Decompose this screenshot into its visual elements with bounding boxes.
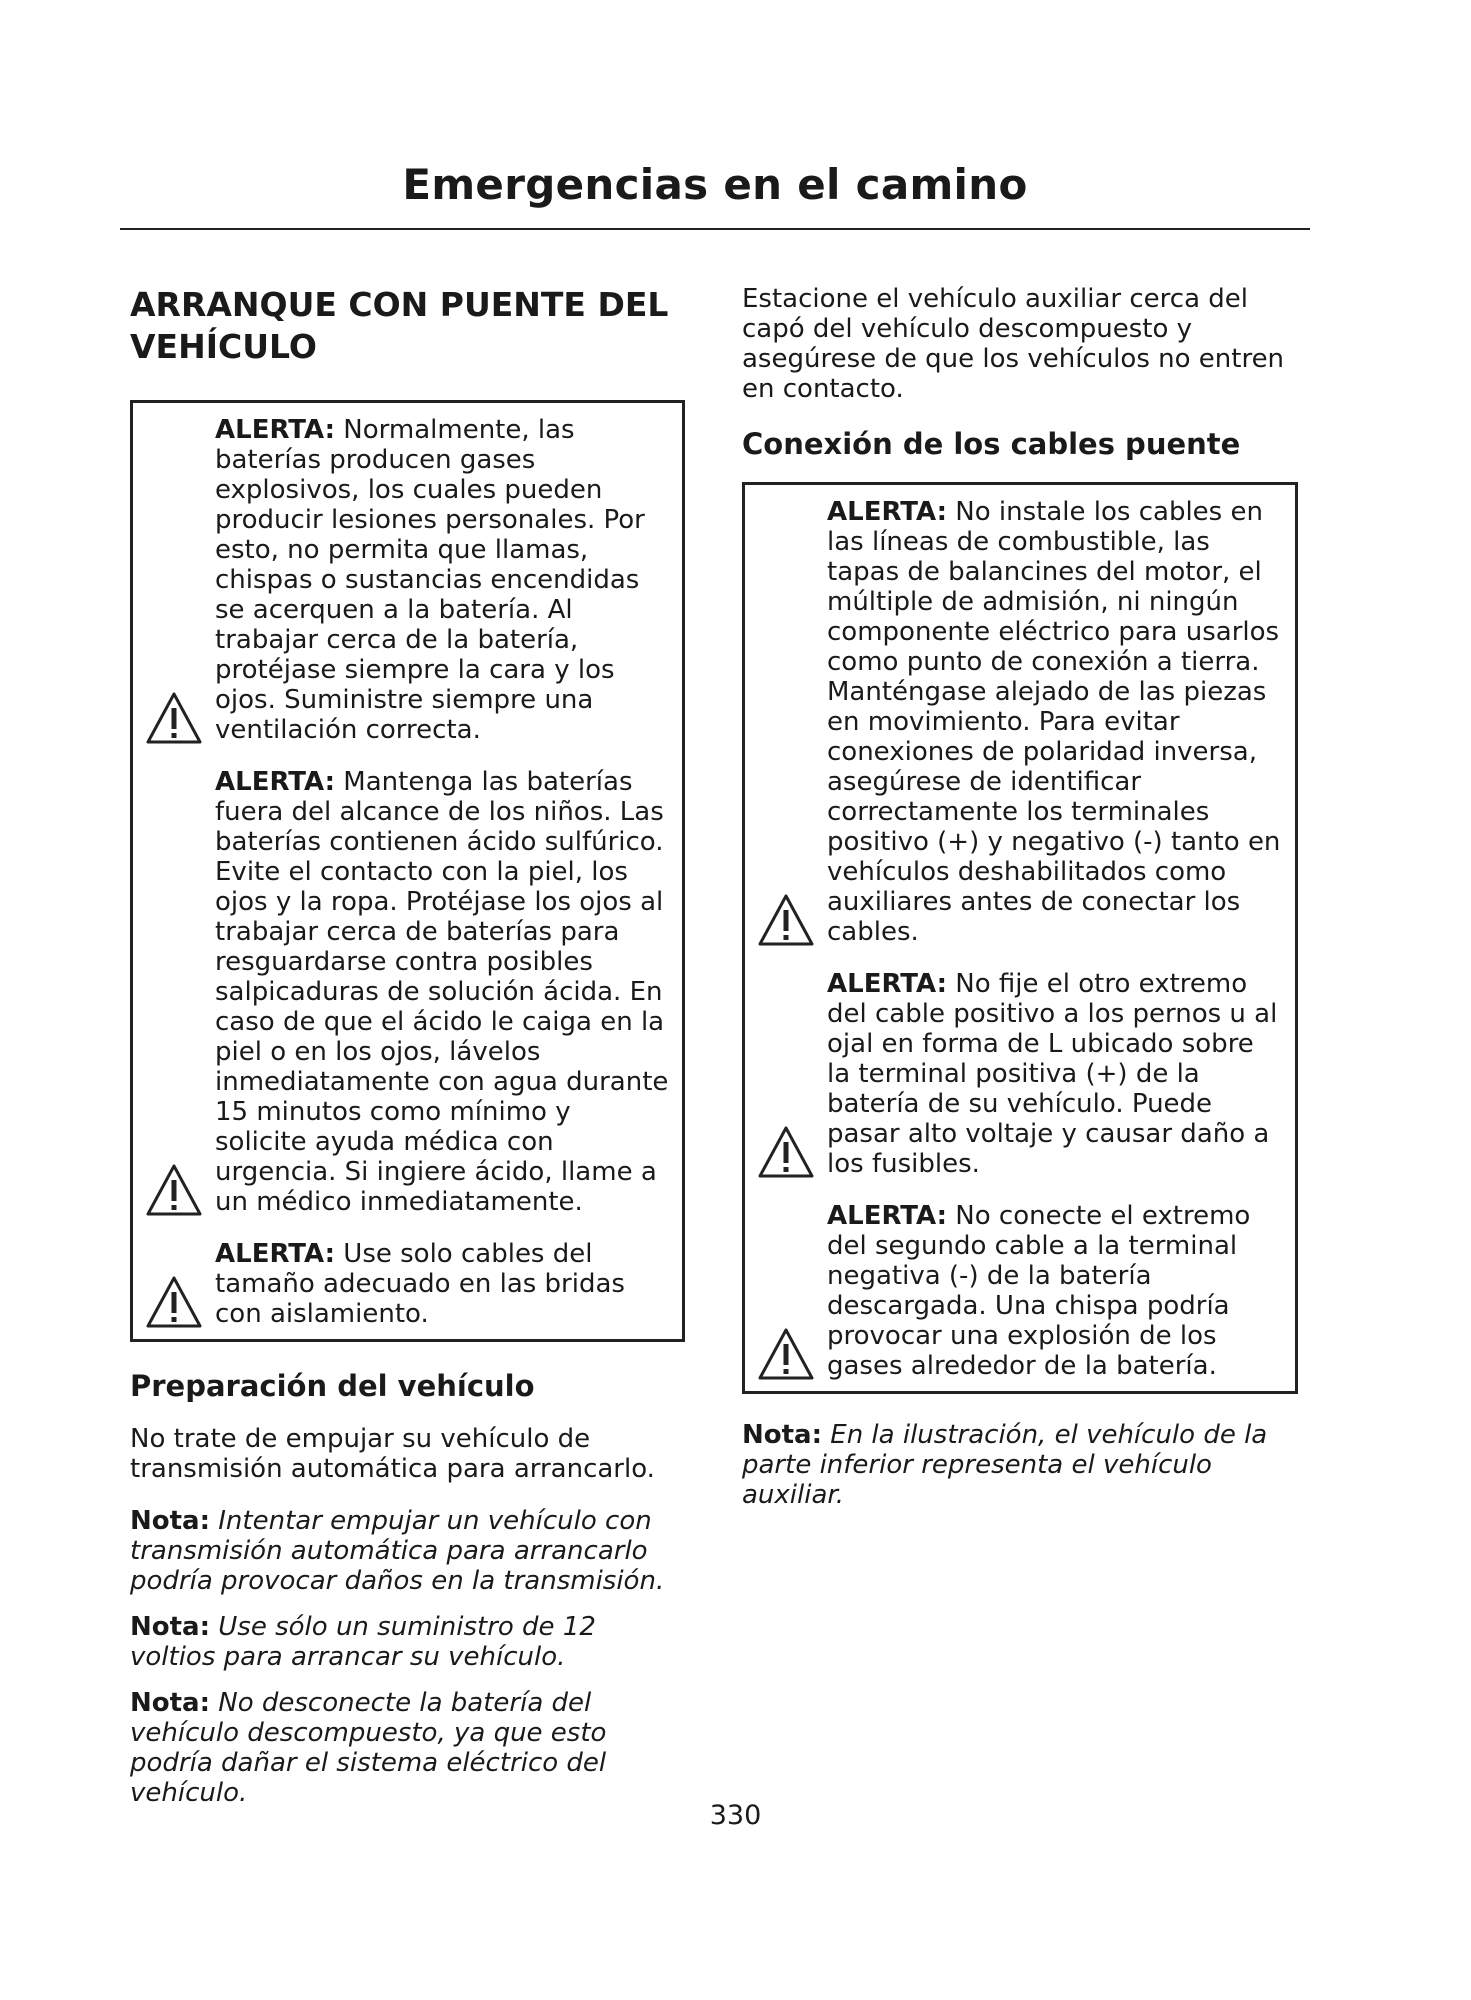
note-text: Use sólo un suministro de 12 voltios para arrancar su vehículo. bbox=[130, 1612, 596, 1672]
alert-item bbox=[145, 415, 670, 745]
note bbox=[742, 1420, 1298, 1510]
left-column bbox=[130, 284, 685, 1824]
body-paragraph: No trate de empujar su vehículo de transmisión automática para arrancarlo. bbox=[130, 1424, 655, 1484]
note-text: Intentar empujar un vehículo con transmisión automática para arrancarlo podría provocar daños en la transmisión. bbox=[130, 1506, 665, 1596]
alert-label: ALERTA: bbox=[215, 767, 336, 797]
warning-triangle-icon bbox=[145, 1163, 203, 1217]
alert-box-right bbox=[742, 482, 1298, 1394]
alert-item bbox=[757, 497, 1283, 947]
subsection-title: Conexión de los cables puente bbox=[742, 427, 1241, 461]
note-label: Nota: bbox=[130, 1688, 210, 1718]
warning-triangle-icon bbox=[757, 893, 815, 947]
alert-item bbox=[145, 1239, 670, 1329]
warning-triangle-icon bbox=[145, 1275, 203, 1329]
note-text: No desconecte la batería del vehículo descompuesto, ya que esto podría dañar el sistema eléctrico del vehículo. bbox=[130, 1688, 607, 1808]
note-label: Nota: bbox=[130, 1506, 210, 1536]
page-title: Emergencias en el camino bbox=[402, 160, 1028, 209]
alert-box-left bbox=[130, 400, 685, 1342]
alert-label: ALERTA: bbox=[827, 969, 948, 999]
note-text: En la ilustración, el vehículo de la parte inferior representa el vehículo auxiliar. bbox=[742, 1420, 1268, 1510]
header-divider bbox=[120, 228, 1310, 230]
alert-item bbox=[757, 969, 1283, 1179]
alert-text: Mantenga las baterías fuera del alcance de los niños. Las baterías contienen ácido sulfúrico. Evite el contacto con la piel, los ojos y la ropa. Protéjase los ojos al trabajar cerca de baterías para resguardarse contra posibles salpicaduras de solución ácida. En caso de que el ácido le caiga en la piel o en los ojos, lávelos inmediatamente con agua durante 15 minutos como mínimo y solicite ayuda médica con urgencia. Si ingiere ácido, llame a un médico inmediatamente. bbox=[215, 767, 669, 1217]
warning-triangle-icon bbox=[145, 691, 203, 745]
warning-triangle-icon bbox=[757, 1125, 815, 1179]
right-column bbox=[742, 284, 1298, 1526]
alert-item bbox=[757, 1201, 1283, 1381]
alert-text: Normalmente, las baterías producen gases explosivos, los cuales pueden producir lesiones personales. Por esto, no permita que llamas, chispas o sustancias encendidas se acerquen a la batería. Al trabajar cerca de la batería, protéjase siempre la cara y los ojos. Suministre siempre una ventilación correcta. bbox=[215, 415, 645, 745]
note bbox=[130, 1688, 685, 1808]
alert-label: ALERTA: bbox=[827, 1201, 948, 1231]
alert-text: Use solo cables del tamaño adecuado en las bridas con aislamiento. bbox=[215, 1239, 625, 1329]
alert-text: No conecte el extremo del segundo cable a la terminal negativa (-) de la batería descargada. Una chispa podría provocar una explosión de los gases alrededor de la batería. bbox=[827, 1201, 1251, 1381]
alert-text: No instale los cables en las líneas de combustible, las tapas de balancines del motor, el múltiple de admisión, ni ningún componente eléctrico para usarlos como punto de conexión a tierra. Manténgase alejado de las piezas en movimiento. Para evitar conexiones de polaridad inversa, asegúrese de identificar correctamente los terminales positivo (+) y negativo (-) tanto en vehículos deshabilitados como auxiliares antes de conectar los cables. bbox=[827, 497, 1281, 947]
note-label: Nota: bbox=[130, 1612, 210, 1642]
note bbox=[130, 1612, 685, 1672]
body-paragraph: Estacione el vehículo auxiliar cerca del capó del vehículo descompuesto y asegúrese de que los vehículos no entren en contacto. bbox=[742, 284, 1285, 404]
alert-text: No fije el otro extremo del cable positivo a los pernos u al ojal en forma de L ubicado sobre la terminal positiva (+) de la batería de su vehículo. Puede pasar alto voltaje y causar daño a los fusibles. bbox=[827, 969, 1278, 1179]
page-number: 330 bbox=[709, 1800, 762, 1831]
subsection-title: Preparación del vehículo bbox=[130, 1369, 535, 1403]
warning-triangle-icon bbox=[757, 1327, 815, 1381]
note bbox=[130, 1506, 685, 1596]
note-label: Nota: bbox=[742, 1420, 822, 1450]
alert-label: ALERTA: bbox=[215, 415, 336, 445]
section-title: ARRANQUE CON PUENTE DEL VEHÍCULO bbox=[130, 285, 669, 366]
alert-item bbox=[145, 767, 670, 1217]
alert-label: ALERTA: bbox=[827, 497, 948, 527]
alert-label: ALERTA: bbox=[215, 1239, 336, 1269]
